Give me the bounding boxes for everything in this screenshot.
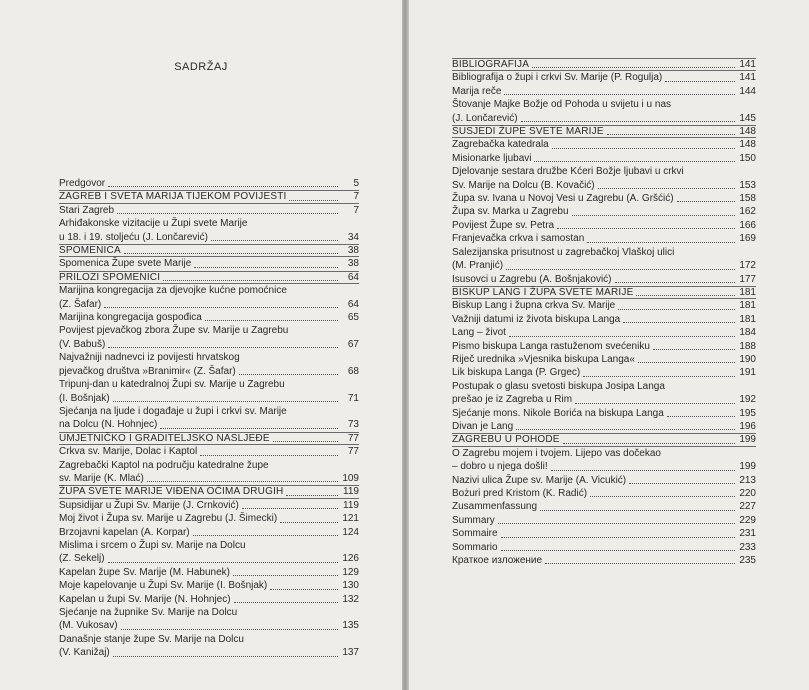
toc-entry [59, 351, 359, 378]
dot-leader [607, 134, 735, 135]
dot-leader [113, 656, 338, 657]
toc-entry [59, 539, 359, 566]
dot-leader [665, 81, 735, 82]
toc-page-number: 213 [739, 474, 756, 486]
toc-entry-title: Brzojavni kapelan (A. Korpar) [59, 526, 190, 538]
toc-page-number: 109 [342, 472, 359, 484]
toc-entry-title-line: Sjećanje na župnike Sv. Marije na Dolcu [59, 607, 238, 618]
toc-entry [452, 366, 756, 379]
toc-entry-title: Marija reče [452, 85, 502, 97]
toc-page-number: 166 [739, 219, 756, 231]
toc-entry [452, 273, 756, 286]
toc-entry-title: Краткое изложение [452, 555, 543, 567]
toc-entry-title: Riječ urednika »Vjesnika biskupa Langa« [452, 353, 635, 365]
dot-leader [113, 401, 338, 402]
toc-section-heading [59, 190, 359, 203]
toc-entry [59, 177, 359, 190]
toc-entry [59, 512, 359, 525]
toc-entry-title: (Z. Sekelj) [59, 553, 105, 565]
toc-entry-title: Sommaire [452, 528, 498, 540]
toc-entry-title: sv. Marije (K. Mlać) [59, 472, 144, 484]
toc-right [452, 58, 756, 567]
toc-entry-title: (M. Vukosav) [59, 620, 118, 632]
toc-entry-title-line: Arhiđakonske vizitacije u Župi svete Marije [59, 218, 248, 230]
toc-entry [452, 85, 756, 98]
toc-entry [452, 380, 756, 407]
toc-section-heading [452, 125, 756, 138]
dot-leader [598, 188, 735, 189]
toc-page-number: 188 [739, 340, 756, 352]
toc-section-heading [452, 433, 756, 446]
toc-page-number: 141 [739, 72, 756, 84]
dot-leader [108, 186, 338, 187]
toc-entry-title: Bibliografija o župi i crkvi Sv. Marije (P. Roguljа) [452, 72, 663, 84]
toc-entry [59, 566, 359, 579]
toc-page-number: 148 [739, 126, 756, 138]
toc-section-heading [59, 271, 359, 284]
toc-entry-title-line: O Zagrebu mojem i tvojem. Lijepo vas dočekao [452, 447, 661, 459]
dot-leader [667, 416, 735, 417]
dot-leader [509, 336, 735, 337]
toc-entry-title: Nazivi ulica Župe sv. Marije (A. Vicukić) [452, 474, 627, 486]
toc-entry-title: Franjevačka crkva i samostan [452, 233, 585, 245]
dot-leader [160, 428, 338, 429]
toc-entry-title: Sv. Marije na Dolcu (B. Kovačić) [452, 179, 595, 191]
toc-entry [452, 353, 756, 366]
toc-entry-title: Lik biskupa Langa (P. Grgec) [452, 367, 581, 379]
toc-entry-title: Crkva sv. Marije, Dolac i Kaptol [59, 446, 198, 458]
dot-leader [273, 441, 338, 442]
dot-leader [234, 602, 338, 603]
toc-page-number: 137 [342, 647, 359, 659]
toc-entry [59, 378, 359, 405]
dot-leader [629, 483, 735, 484]
dot-leader [516, 429, 735, 430]
dot-leader [618, 309, 735, 310]
toc-page-number: 162 [739, 206, 756, 218]
toc-entry [452, 447, 756, 474]
toc-entry-title: Moj život i Župa sv. Marije u Zagrebu (J. Šimecki) [59, 513, 278, 525]
dot-leader [587, 242, 735, 243]
dot-leader [504, 94, 735, 95]
dot-leader [563, 443, 735, 444]
toc-entry-title: Sjećanje mons. Nikole Borića na biskupa Langa [452, 407, 664, 419]
toc-entry-title: SPOMENICA [59, 245, 121, 257]
toc-entry-title: PRILOZI SPOMENICI [59, 271, 161, 283]
toc-entry-title-line: Tripunj-dan u katedralnoj Župi sv. Marije u Zagrebu [59, 379, 285, 391]
toc-page-number: 38 [347, 258, 359, 270]
dot-leader [653, 349, 735, 350]
toc-entry [59, 459, 359, 486]
dot-leader [193, 535, 338, 536]
toc-entry [59, 405, 359, 432]
book-gutter [402, 0, 409, 690]
toc-page-number: 235 [739, 555, 756, 567]
dot-leader [205, 320, 338, 321]
toc-page-number: 135 [342, 620, 359, 632]
toc-entry [452, 541, 756, 554]
toc-page-number: 67 [347, 338, 359, 350]
toc-page-number: 181 [739, 313, 756, 325]
toc-entry [452, 219, 756, 232]
toc-entry-title: Zagrebačka katedrala [452, 139, 549, 151]
dot-leader [532, 67, 735, 68]
toc-entry-title: BISKUP LANG I ŽUPA SVETE MARIJE [452, 286, 634, 298]
toc-entry-title-line: Djelovanje sestara družbe Kćeri Božje ljubavi u crkvi [452, 166, 684, 178]
toc-page-number: 73 [347, 419, 359, 431]
dot-leader [623, 322, 735, 323]
toc-page-number: 121 [342, 513, 359, 525]
toc-entry [452, 232, 756, 245]
toc-entry-title: Župa sv. Marka u Zagrebu [452, 206, 569, 218]
toc-page-number: 129 [342, 566, 359, 578]
dot-leader [121, 629, 338, 630]
toc-entry-title-line: Sjećanja na ljude i događaje u župi i crkvi sv. Marije [59, 405, 287, 417]
dot-leader [147, 481, 338, 482]
toc-page-number: 119 [343, 486, 359, 498]
toc-entry-title: Sommario [452, 541, 498, 553]
toc-entry-title: SUSJEDI ŽUPE SVETE MARIJE [452, 126, 604, 138]
toc-entry [452, 326, 756, 339]
toc-entry [452, 138, 756, 151]
toc-page-number: 181 [739, 300, 756, 312]
dot-leader [108, 562, 338, 563]
toc-entry [59, 606, 359, 633]
dot-leader [194, 267, 338, 268]
toc-entry-title: Stari Zagreb [59, 204, 115, 216]
toc-entry-title: Divan je Lang [452, 420, 514, 432]
toc-page-number: 119 [343, 499, 359, 511]
toc-entry-title: Moje kapelovanje u Župi Sv. Marije (I. Bošnjak) [59, 580, 268, 592]
toc-entry [452, 313, 756, 326]
dot-leader [572, 215, 735, 216]
toc-entry [59, 499, 359, 512]
toc-page-number: 195 [739, 407, 756, 419]
toc-page-number: 177 [739, 273, 756, 285]
toc-page-number: 192 [739, 394, 756, 406]
toc-entry [59, 217, 359, 244]
toc-entry-title: pjevačkog društva »Branimir« (Z. Šafar) [59, 365, 236, 377]
toc-entry-title-line: Povijest pjevačkog zbora Župe sv. Marije u Zagrebu [59, 325, 289, 337]
dot-leader [551, 470, 735, 471]
toc-entry-title: (M. Pranjić) [452, 260, 504, 272]
dot-leader [239, 374, 338, 375]
toc-entry-title: Važniji datumi iz života biskupa Langa [452, 313, 621, 325]
toc-entry-title: u 18. i 19. stoljeću (J. Lončarević) [59, 231, 208, 243]
toc-page-number: 158 [739, 193, 756, 205]
dot-leader [286, 495, 338, 496]
toc-entry [452, 152, 756, 165]
toc-entry-title-line: Salezijanska prisutnost u zagrebačkoj Vlaškoj ulici [452, 246, 675, 258]
dot-leader [506, 269, 735, 270]
toc-entry-title: Kapelan župe Sv. Marije (M. Habunek) [59, 566, 231, 578]
toc-page-number: 199 [739, 461, 756, 473]
dot-leader [242, 508, 338, 509]
toc-entry [452, 420, 756, 433]
toc-entry-title-line: Štovanje Majke Božje od Pohoda u svijetu i u nas [452, 99, 672, 111]
toc-entry [452, 246, 756, 273]
toc-entry-title: Zusammenfassung [452, 501, 538, 513]
dot-leader [636, 295, 735, 296]
toc-entry [452, 407, 756, 420]
dot-leader [575, 403, 735, 404]
toc-entry [452, 71, 756, 84]
toc-page-number: 34 [347, 231, 359, 243]
dot-leader [615, 282, 735, 283]
toc-entry [452, 192, 756, 205]
toc-entry-title-line: Zagrebački Kaptol na području katedralne župe [59, 459, 269, 471]
toc-entry [59, 257, 359, 270]
dot-leader [552, 148, 735, 149]
dot-leader [638, 362, 735, 363]
toc-page-number: 184 [739, 327, 756, 339]
toc-page-number: 220 [739, 488, 756, 499]
toc-entry [59, 593, 359, 606]
toc-entry [452, 500, 756, 513]
dot-leader [289, 200, 338, 201]
toc-entry [59, 526, 359, 539]
toc-entry-title: Bożuri pred Kristom (K. Radić) [452, 488, 588, 499]
toc-entry-title: Predgovor [59, 178, 106, 189]
toc-entry-title-line: Današnje stanje župe Sv. Marije na Dolcu [59, 633, 244, 645]
dot-leader [557, 228, 735, 229]
toc-page-number: 141 [739, 59, 756, 70]
toc-page-number: 7 [353, 191, 359, 203]
dot-leader [108, 347, 338, 348]
dot-leader [280, 522, 338, 523]
toc-entry-title: Isusovci u Zagrebu (A. Bošnjaković) [452, 273, 612, 285]
dot-leader [540, 510, 735, 511]
toc-entry [59, 579, 359, 592]
toc-entry-title: Kapelan u župi Sv. Marije (N. Hohnjec) [59, 593, 231, 605]
toc-page-number: 153 [739, 179, 756, 191]
toc-page-number: 181 [739, 286, 756, 298]
toc-page-number: 231 [739, 528, 756, 540]
toc-page-number: 169 [739, 233, 756, 245]
dot-leader [501, 550, 735, 551]
page-title: SADRŽAJ [174, 61, 228, 73]
toc-entry-title: Spomenica Župe svete Marije [59, 258, 192, 270]
toc-page-number: 7 [353, 204, 359, 216]
toc-entry-title: Summary [452, 514, 495, 526]
toc-page-number: 150 [739, 152, 756, 164]
dot-leader [501, 537, 735, 538]
dot-leader [545, 563, 735, 564]
toc-entry-title: (J. Lončarević) [452, 112, 518, 124]
toc-entry-title: ŽUPA SVETE MARIJE VIĐENA OČIMA DRUGIH [59, 486, 284, 498]
toc-page-number: 229 [739, 514, 756, 526]
toc-page-number: 191 [739, 367, 756, 379]
dot-leader [233, 575, 338, 576]
dot-leader [521, 121, 735, 122]
toc-page-number: 126 [342, 553, 359, 565]
toc-entry [59, 324, 359, 351]
toc-entry-title: na Dolcu (N. Hohnjec) [59, 419, 158, 431]
dot-leader [583, 376, 735, 377]
toc-page-number: 65 [347, 312, 359, 324]
toc-entry [452, 165, 756, 192]
toc-page-number: 5 [353, 178, 359, 189]
toc-entry-title-line: Marijina kongregacija za djevojke kućne pomoćnice [59, 285, 287, 297]
toc-page-number: 233 [739, 541, 756, 553]
toc-entry [452, 299, 756, 312]
toc-page-number: 38 [347, 245, 359, 257]
toc-page-number: 199 [739, 434, 756, 446]
toc-section-heading [59, 485, 359, 498]
toc-entry-title: (I. Bošnjak) [59, 392, 110, 404]
dot-leader [677, 201, 735, 202]
toc-entry-title: Supsidijar u Župi Sv. Marije (J. Crnković) [59, 499, 239, 511]
toc-page-number: 77 [347, 446, 359, 458]
toc-entry-title-line: Najvažniji nadnevci iz povijesti hrvatskog [59, 352, 240, 364]
toc-entry-title: (V. Babuš) [59, 338, 106, 350]
toc-entry-title: ZAGREBU U POHODE [452, 434, 560, 446]
toc-entry [59, 445, 359, 458]
toc-entry [59, 204, 359, 217]
toc-left [59, 177, 359, 660]
toc-entry-title: BIBLIOGRAFIJA [452, 59, 530, 70]
toc-page-number: 68 [347, 365, 359, 377]
toc-section-heading [452, 58, 756, 71]
toc-entry-title: ZAGREB I SVETA MARIJA TIJEKOM POVIJESTI [59, 191, 287, 203]
toc-page-number: 145 [739, 112, 756, 124]
toc-entry [59, 284, 359, 311]
toc-page-number: 172 [739, 260, 756, 272]
toc-page-number: 64 [347, 271, 359, 283]
toc-entry [452, 205, 756, 218]
dot-leader [590, 496, 735, 497]
toc-entry-title: prešao je iz Zagreba u Rim [452, 394, 573, 406]
dot-leader [211, 240, 338, 241]
toc-entry-title: (Z. Šafar) [59, 298, 102, 310]
toc-page-number: 190 [739, 353, 756, 365]
dot-leader [534, 161, 735, 162]
toc-page-number: 130 [342, 580, 359, 592]
toc-page-number: 148 [739, 139, 756, 151]
toc-entry [452, 98, 756, 125]
toc-entry [452, 487, 756, 500]
toc-page-number: 196 [739, 420, 756, 432]
toc-page-number: 71 [347, 392, 359, 404]
toc-entry-title-line: Postupak o glasu svetosti biskupa Josipa Langa [452, 380, 665, 392]
toc-entry-title: Lang – život [452, 327, 506, 339]
toc-entry [452, 474, 756, 487]
toc-page-number: 227 [739, 501, 756, 513]
toc-page-number: 144 [739, 85, 756, 97]
toc-page-number: 77 [347, 432, 359, 444]
toc-entry-title: Povijest Župe sv. Petra [452, 219, 555, 231]
dot-leader [200, 455, 338, 456]
dot-leader [498, 523, 735, 524]
toc-page-number: 124 [342, 526, 359, 538]
toc-entry [59, 633, 359, 660]
dot-leader [104, 307, 338, 308]
toc-entry-title: Pismo biskupa Langa rastuženom svećeniku [452, 340, 650, 352]
toc-entry [452, 527, 756, 540]
toc-page-number: 64 [347, 298, 359, 310]
toc-section-heading [59, 244, 359, 257]
toc-section-heading [452, 286, 756, 299]
dot-leader [124, 253, 338, 254]
toc-entry-title: Misionarke ljubavi [452, 152, 532, 164]
dot-leader [117, 213, 338, 214]
toc-entry-title: (V. Kanižaj) [59, 647, 110, 659]
toc-entry [452, 514, 756, 527]
dot-leader [270, 589, 338, 590]
toc-entry-title-line: Mislima i srcem o Župi sv. Marije na Dolcu [59, 539, 246, 551]
toc-page-number: 132 [342, 593, 359, 605]
toc-entry [452, 554, 756, 567]
toc-entry-title: Biskup Lang i župna crkva Sv. Marije [452, 300, 616, 312]
dot-leader [163, 280, 338, 281]
toc-entry-title: Marijina kongregacija gospođica [59, 312, 202, 324]
toc-entry-title: UMJETNIČKO I GRADITELJSKO NASLJEĐE [59, 432, 270, 444]
toc-entry-title: Župa sv. Ivana u Novoj Vesi u Zagrebu (A. Gršćić) [452, 193, 674, 205]
toc-entry-title: – dobro u njega došli! [452, 461, 548, 473]
toc-entry [452, 340, 756, 353]
toc-section-heading [59, 432, 359, 445]
toc-entry [59, 311, 359, 324]
